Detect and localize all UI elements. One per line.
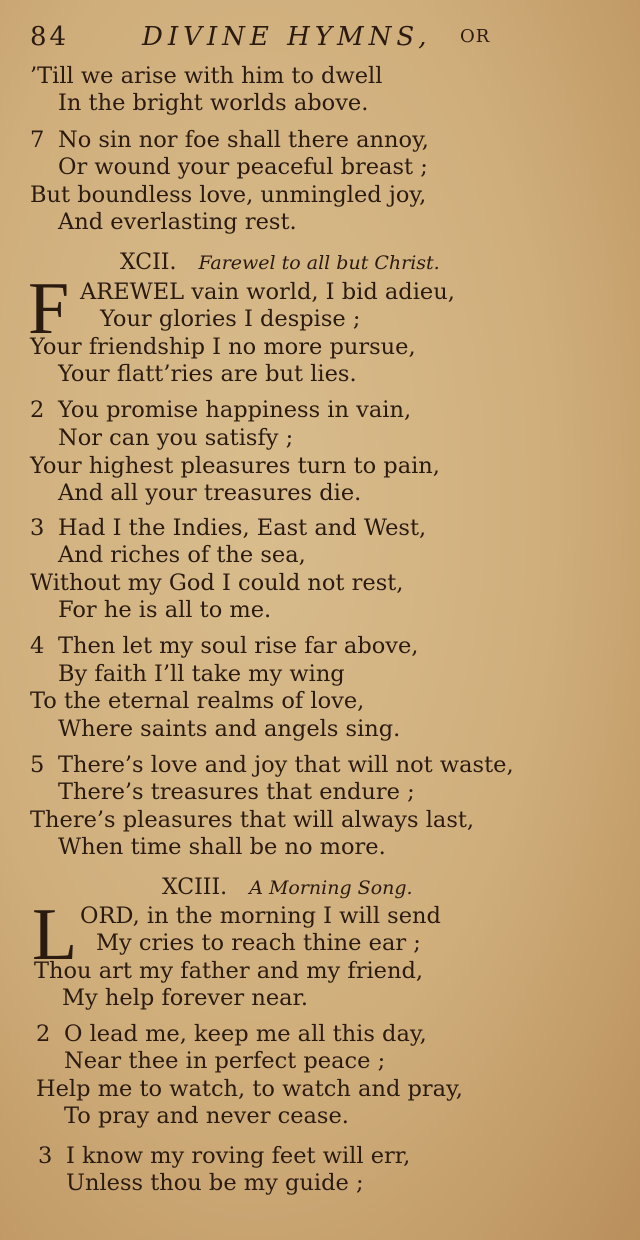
verse-line: Your flatt’ries are but lies.	[58, 361, 357, 387]
verse-line: There’s treasures that endure ;	[58, 779, 415, 805]
running-title-suffix: OR	[460, 26, 491, 47]
verse-line: To pray and never cease.	[64, 1103, 349, 1129]
stanza-number: 7	[30, 127, 45, 153]
verse-line: My cries to reach thine ear ;	[96, 930, 421, 956]
stanza-number: 2	[30, 397, 45, 423]
verse-line: But boundless love, unmingled joy,	[30, 182, 427, 208]
verse-line: I know my roving feet will err,	[66, 1143, 411, 1169]
verse-line: Near thee in perfect peace ;	[64, 1048, 386, 1074]
verse-line: When time shall be no more.	[58, 834, 386, 860]
verse-line: Without my God I could not rest,	[30, 570, 404, 596]
verse-line: Then let my soul rise far above,	[58, 633, 419, 659]
verse-line: In the bright worlds above.	[58, 90, 369, 116]
stanza-number: 5	[30, 752, 45, 778]
stanza-number: 3	[38, 1143, 53, 1169]
running-title: DIVINE HYMNS,	[142, 22, 432, 52]
drop-cap: L	[32, 894, 78, 976]
verse-line: Your glories I despise ;	[100, 306, 361, 332]
verse-line: There’s pleasures that will always last,	[30, 807, 475, 833]
verse-line: Thou art my father and my friend,	[34, 958, 424, 984]
verse-line: ’Till we arise with him to dwell	[30, 63, 383, 89]
verse-line: My help forever near.	[62, 985, 308, 1011]
verse-line: And all your treasures die.	[58, 480, 362, 506]
stanza-number: 3	[30, 515, 45, 541]
verse-line: And riches of the sea,	[58, 542, 306, 568]
verse-line: Your highest pleasures turn to pain,	[30, 453, 440, 479]
verse-line: Unless thou be my guide ;	[66, 1170, 364, 1196]
verse-line: ORD, in the morning I will send	[80, 903, 441, 929]
verse-line: You promise happiness in vain,	[58, 397, 412, 423]
verse-line: Nor can you satisfy ;	[58, 425, 294, 451]
verse-line: Where saints and angels sing.	[58, 716, 401, 742]
drop-cap: F	[28, 268, 70, 350]
page-number: 84	[30, 22, 70, 52]
verse-line: Had I the Indies, East and West,	[58, 515, 427, 541]
stanza-number: 4	[30, 633, 45, 659]
verse-line: To the eternal realms of love,	[30, 688, 365, 714]
verse-line: Help me to watch, to watch and pray,	[36, 1076, 463, 1102]
verse-line: There’s love and joy that will not waste,	[58, 752, 514, 778]
verse-line: Or wound your peaceful breast ;	[58, 154, 428, 180]
stanza-number: 2	[36, 1021, 51, 1047]
verse-line: O lead me, keep me all this day,	[64, 1021, 427, 1047]
hymn-title: Farewel to all but Christ.	[198, 252, 440, 274]
verse-line: AREWEL vain world, I bid adieu,	[80, 279, 455, 305]
verse-line: Your friendship I no more pursue,	[30, 334, 416, 360]
verse-line: For he is all to me.	[58, 597, 272, 623]
hymn-number: XCII.	[120, 250, 177, 275]
hymn-number: XCIII.	[162, 875, 228, 900]
verse-line: By faith I’ll take my wing	[58, 661, 345, 687]
verse-line: No sin nor foe shall there annoy,	[58, 127, 429, 153]
hymn-heading	[120, 249, 440, 277]
running-header	[30, 22, 500, 54]
hymn-title: A Morning Song.	[249, 877, 413, 899]
hymn-heading	[162, 874, 413, 902]
verse-line: And everlasting rest.	[58, 209, 297, 235]
